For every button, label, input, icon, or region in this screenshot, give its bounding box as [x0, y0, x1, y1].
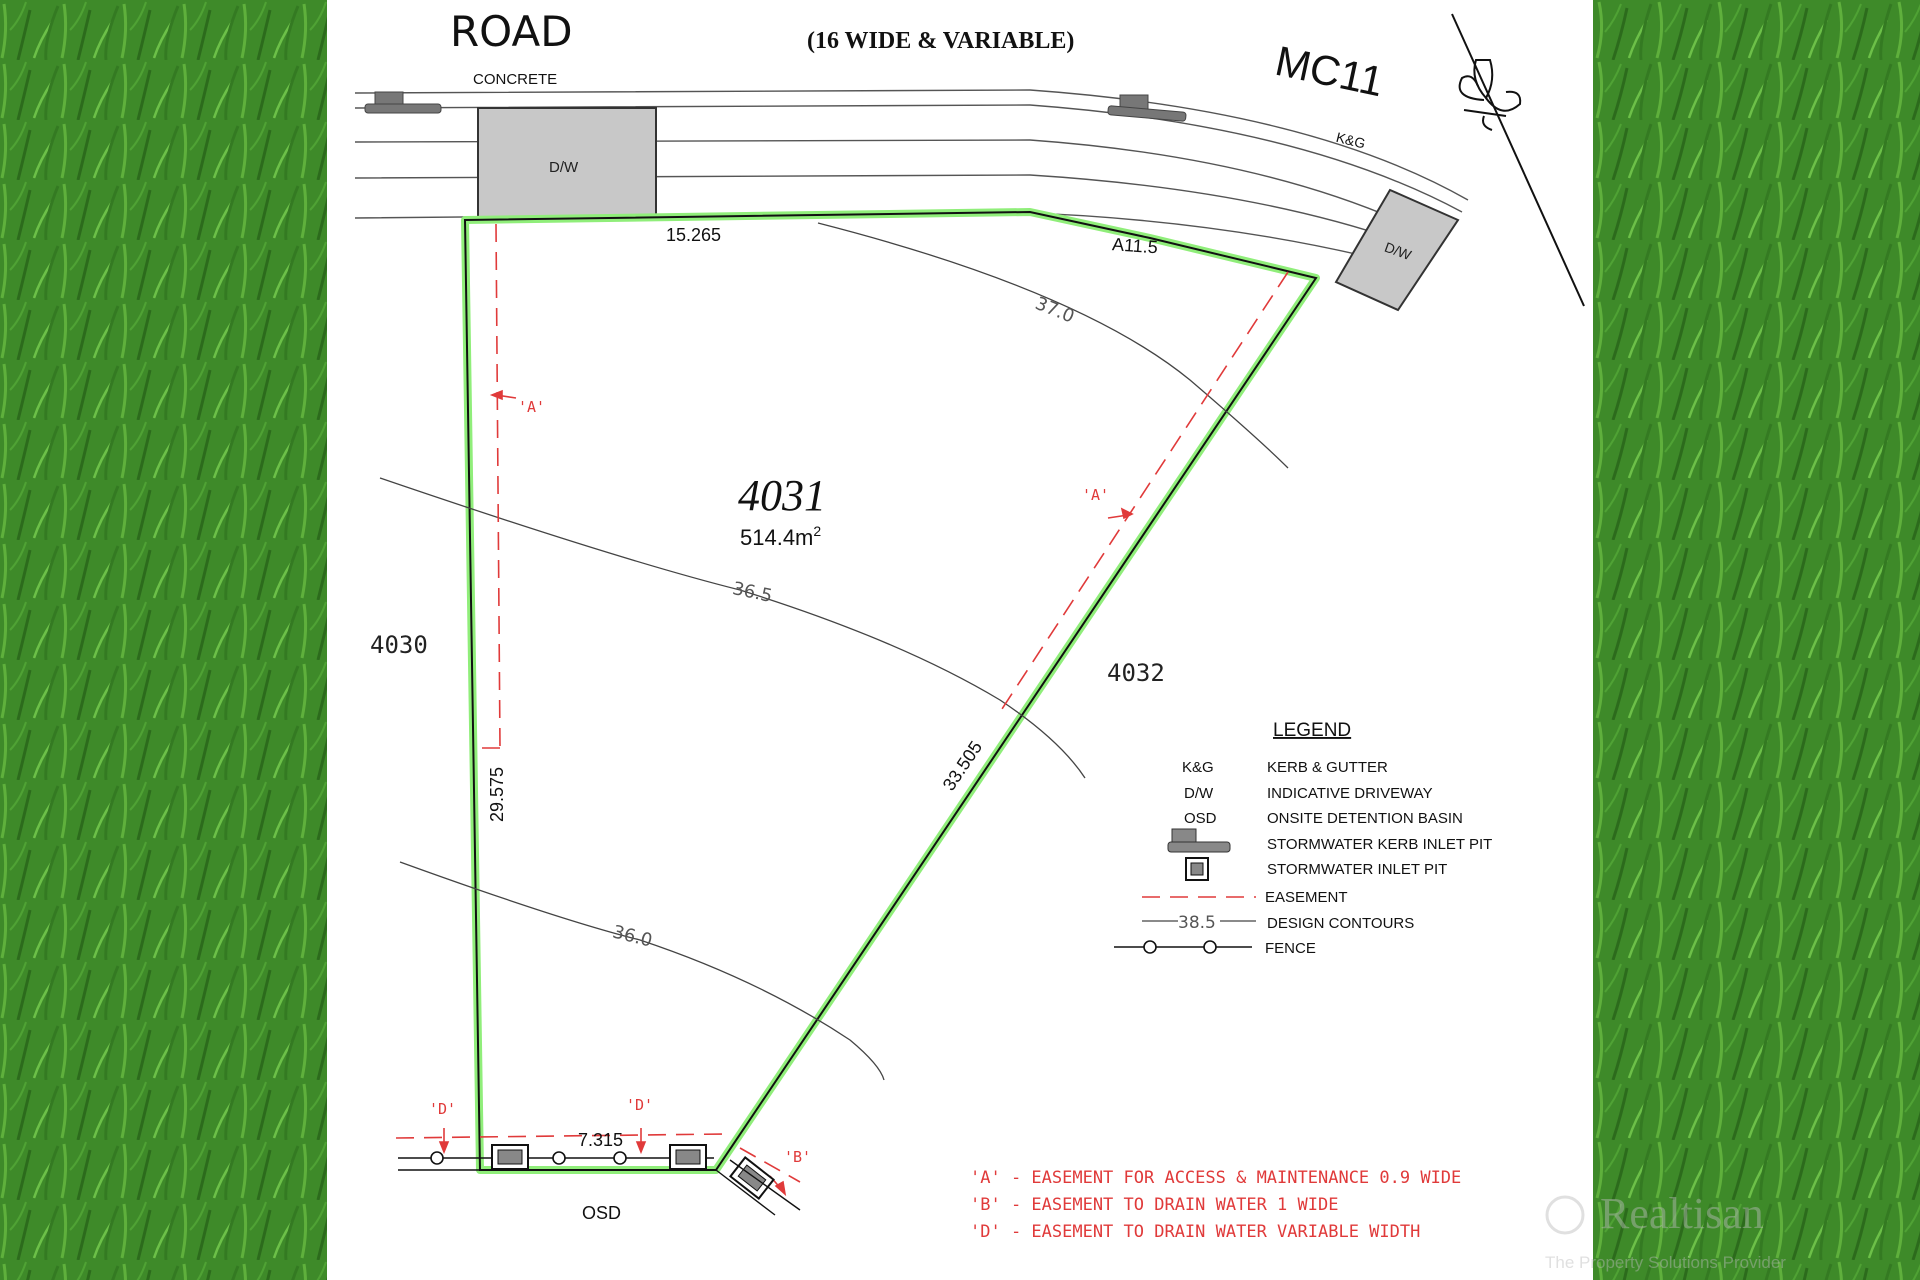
driveway-right-label: D/W — [1382, 238, 1414, 264]
easement-b: 'B' — [784, 1148, 812, 1166]
osd-label: OSD — [582, 1203, 622, 1223]
lot-boundary — [465, 212, 1316, 1170]
easement-lines — [396, 224, 1288, 1182]
dimension-right-side: 33.505 — [938, 737, 987, 795]
easement-a-right: 'A' — [1082, 486, 1110, 504]
legend-key-osd: OSD — [1184, 810, 1217, 827]
watermark — [1545, 1189, 1786, 1272]
dimension-rear: 7.315 — [578, 1130, 624, 1150]
watermark-brand: Realtisan — [1600, 1189, 1764, 1238]
note-b: 'B' - EASEMENT TO DRAIN WATER 1 WIDE — [970, 1195, 1339, 1215]
neighbour-lot-left: 4030 — [370, 631, 428, 659]
watermark-logo-icon — [1547, 1197, 1583, 1233]
legend-desc-contour: DESIGN CONTOURS — [1267, 915, 1415, 932]
dimension-arc: A11.5 — [1111, 234, 1159, 258]
legend-desc-inlet-pit: STORMWATER INLET PIT — [1267, 861, 1448, 878]
fleur-de-lis-north-icon — [1452, 14, 1584, 306]
neighbour-lot-right: 4032 — [1107, 659, 1165, 687]
road-width-note: (16 WIDE & VARIABLE) — [807, 28, 1075, 54]
legend-desc-osd: ONSITE DETENTION BASIN — [1267, 810, 1463, 827]
road-name: ROAD — [450, 7, 573, 56]
easement-d-mid: 'D' — [626, 1096, 654, 1114]
note-a: 'A' - EASEMENT FOR ACCESS & MAINTENANCE 0.9 WIDE — [970, 1168, 1462, 1188]
legend-key-kg: K&G — [1182, 759, 1214, 776]
lot-area — [740, 523, 821, 550]
contour-label-2: 36.5 — [730, 578, 775, 607]
watermark-tagline: The Property Solutions Provider — [1545, 1253, 1786, 1272]
lot-area-sup: 2 — [813, 523, 822, 539]
kerb-label: K&G — [1334, 128, 1368, 152]
road-code: MC11 — [1271, 36, 1388, 106]
lot-number: 4031 — [738, 471, 826, 520]
concrete-label: CONCRETE — [473, 71, 558, 88]
easement-a-left: 'A' — [518, 398, 546, 416]
legend-key-contour: 38.5 — [1178, 913, 1216, 933]
lot-area-value: 514.4m — [740, 525, 814, 550]
note-d: 'D' - EASEMENT TO DRAIN WATER VARIABLE WIDTH — [970, 1222, 1421, 1242]
legend-desc-kerb-pit: STORMWATER KERB INLET PIT — [1267, 836, 1493, 853]
dimension-frontage: 15.265 — [666, 225, 722, 245]
legend-desc-kg: KERB & GUTTER — [1267, 759, 1388, 776]
dimension-left-side: 29.575 — [487, 766, 507, 822]
easement-d-left: 'D' — [429, 1100, 457, 1118]
contour-label-1: 37.0 — [1032, 293, 1078, 328]
driveway-left-label: D/W — [549, 159, 579, 176]
lot-boundary-line — [465, 212, 1316, 1170]
legend-desc-easement: EASEMENT — [1265, 889, 1348, 906]
legend-title: LEGEND — [1273, 720, 1352, 741]
legend-symbols — [1114, 829, 1256, 953]
legend-desc-dw: INDICATIVE DRIVEWAY — [1267, 785, 1433, 802]
legend-desc-fence: FENCE — [1265, 940, 1316, 957]
contour-label-3: 36.0 — [610, 921, 655, 952]
legend-key-dw: D/W — [1184, 785, 1214, 802]
